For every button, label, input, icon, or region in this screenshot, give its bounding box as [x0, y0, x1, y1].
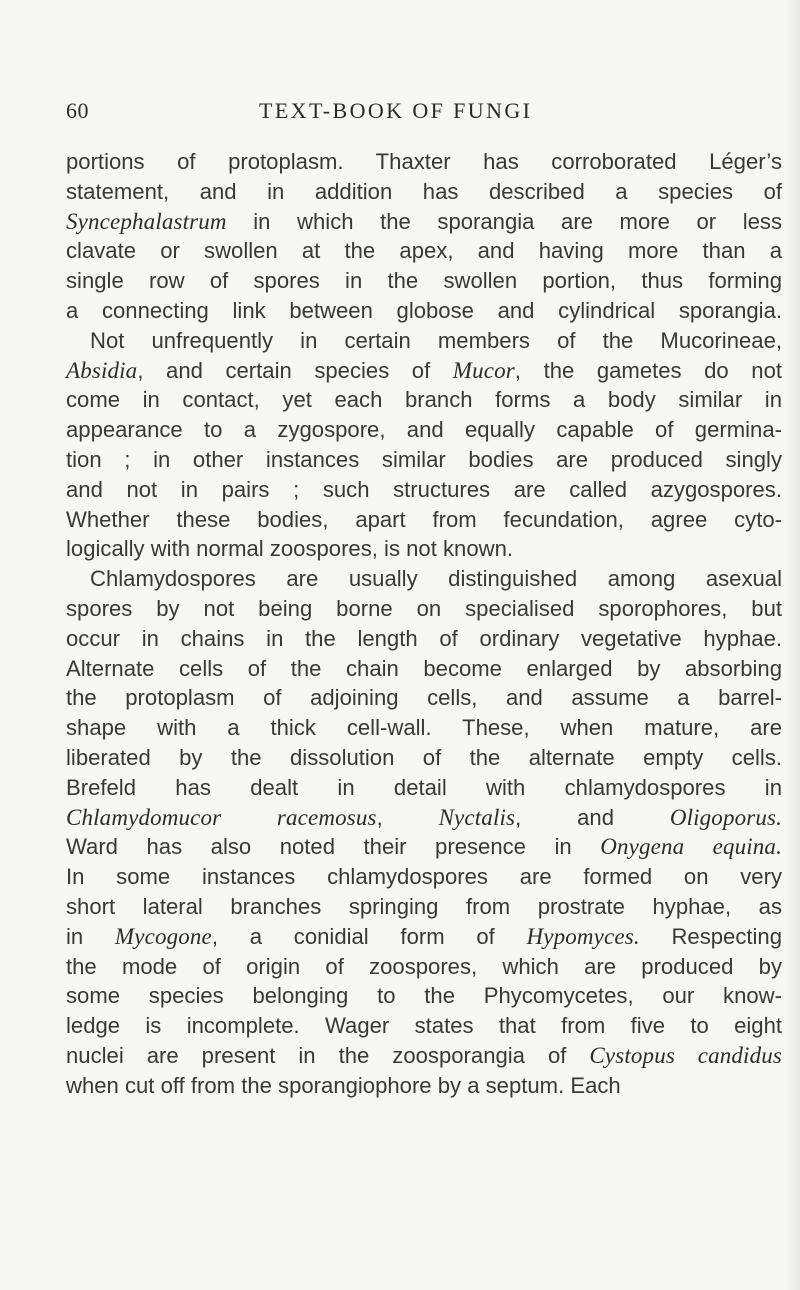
text-line [66, 1040, 782, 1071]
page-edge-shadow [784, 0, 800, 1290]
text-line [66, 504, 782, 535]
text-line [66, 146, 782, 177]
text-line [66, 653, 782, 684]
text-line [66, 623, 782, 654]
text-segment: , and certain species of [137, 357, 453, 383]
body-text [66, 146, 784, 1096]
italic-segment: Onygena equina. [600, 834, 782, 860]
text-segment: Respecting [639, 923, 783, 949]
text-segment: liberated by the dissolution of the alternate empty cells. [66, 745, 782, 770]
text-line [66, 206, 782, 237]
text-segment: Alternate cells of the chain become enlarged by absorbing [66, 655, 782, 681]
text-line [66, 533, 782, 564]
italic-segment: Chlamydomucor racemosus [66, 804, 377, 830]
text-segment: the protoplasm of adjoining cells, and assume a barrel- [66, 685, 782, 711]
text-segment: come in contact, yet each branch forms a body similar in [66, 387, 782, 413]
text-segment: short lateral branches springing from prostrate hyphae, as [66, 894, 782, 919]
text-segment: tion ; in other instances similar bodies are produced singly [66, 447, 782, 472]
text-line [66, 593, 782, 624]
text-segment: portions of protoplasm. Thaxter has corroborated Léger’s [66, 149, 782, 174]
text-line [90, 325, 782, 356]
text-segment: logically with normal zoospores, is not known. [66, 536, 513, 562]
text-line [66, 682, 782, 713]
text-line [66, 474, 782, 505]
italic-segment: Syncephalastrum [66, 208, 227, 234]
text-line [66, 176, 782, 207]
text-line [66, 831, 782, 862]
running-title: TEXT-BOOK OF FUNGI [259, 98, 533, 123]
text-segment: in which the sporangia are more or less [226, 208, 782, 234]
text-segment: , the gametes do not [514, 357, 782, 383]
text-segment: and not in pairs ; such structures are called azygospores. [66, 476, 782, 502]
text-line [66, 355, 782, 386]
text-segment: spores by not being borne on specialised sporophores, but [66, 596, 782, 621]
text-segment: in [66, 923, 115, 949]
text-line [66, 295, 782, 326]
text-segment: Whether these bodies, apart from fecundation, agree cyto- [66, 506, 782, 532]
text-segment: statement, and in addition has described a species of [66, 178, 782, 204]
italic-segment: Absidia [66, 357, 138, 383]
italic-segment: Cystopus candidus [589, 1043, 782, 1068]
text-line [66, 980, 782, 1011]
text-segment: occur in chains in the length of ordinary vegetative hyphae. [66, 625, 782, 651]
text-line [66, 712, 782, 743]
italic-segment: Oligoporus. [669, 804, 783, 830]
text-segment: , a conidial form of [211, 923, 527, 949]
text-segment: , [376, 804, 439, 830]
text-line [66, 921, 782, 952]
text-line [66, 235, 782, 266]
text-line [66, 1070, 782, 1101]
text-segment: ledge is incomplete. Wager states that from five to eight [66, 1013, 782, 1039]
text-line [66, 802, 782, 833]
text-segment: appearance to a zygospore, and equally capable of germina- [66, 417, 782, 443]
text-segment: shape with a thick cell-wall. These, when mature, are [66, 715, 782, 741]
text-segment: Ward has also noted their presence in [66, 834, 601, 860]
text-line [66, 1010, 782, 1041]
italic-segment: Nyctalis [438, 804, 516, 830]
text-line [66, 951, 782, 982]
text-line [66, 265, 782, 296]
italic-segment: Hypomyces. [526, 923, 640, 949]
text-line [90, 563, 782, 594]
text-segment: In some instances chlamydospores are formed on very [66, 864, 782, 890]
italic-segment: Mucor [452, 357, 515, 383]
text-line [66, 414, 782, 445]
text-line [66, 384, 782, 415]
text-segment: single row of spores in the swollen portion, thus forming [66, 268, 782, 294]
text-line [66, 772, 782, 803]
text-segment: , and [515, 804, 670, 830]
text-segment: a connecting link between globose and cylindrical sporangia. [66, 298, 782, 323]
text-segment: Not unfrequently in certain members of the Mucorineae, [90, 327, 782, 353]
text-segment: Chlamydospores are usually distinguished among asexual [90, 566, 782, 592]
page-number: 60 [66, 98, 89, 123]
text-segment: nuclei are present in the zoosporangia of [66, 1043, 590, 1068]
page-header [66, 98, 736, 132]
text-segment: Brefeld has dealt in detail with chlamydospores in [66, 774, 782, 800]
text-line [66, 742, 782, 773]
text-segment: the mode of origin of zoospores, which are produced by [66, 953, 782, 979]
italic-segment: Mycogone [114, 923, 212, 949]
text-line [66, 861, 782, 892]
text-line [66, 891, 782, 922]
text-segment: clavate or swollen at the apex, and having more than a [66, 238, 782, 264]
text-line [66, 444, 782, 475]
text-segment: some species belonging to the Phycomycetes, our know- [66, 983, 782, 1009]
text-segment: when cut off from the sporangiophore by a septum. Each [66, 1072, 621, 1098]
